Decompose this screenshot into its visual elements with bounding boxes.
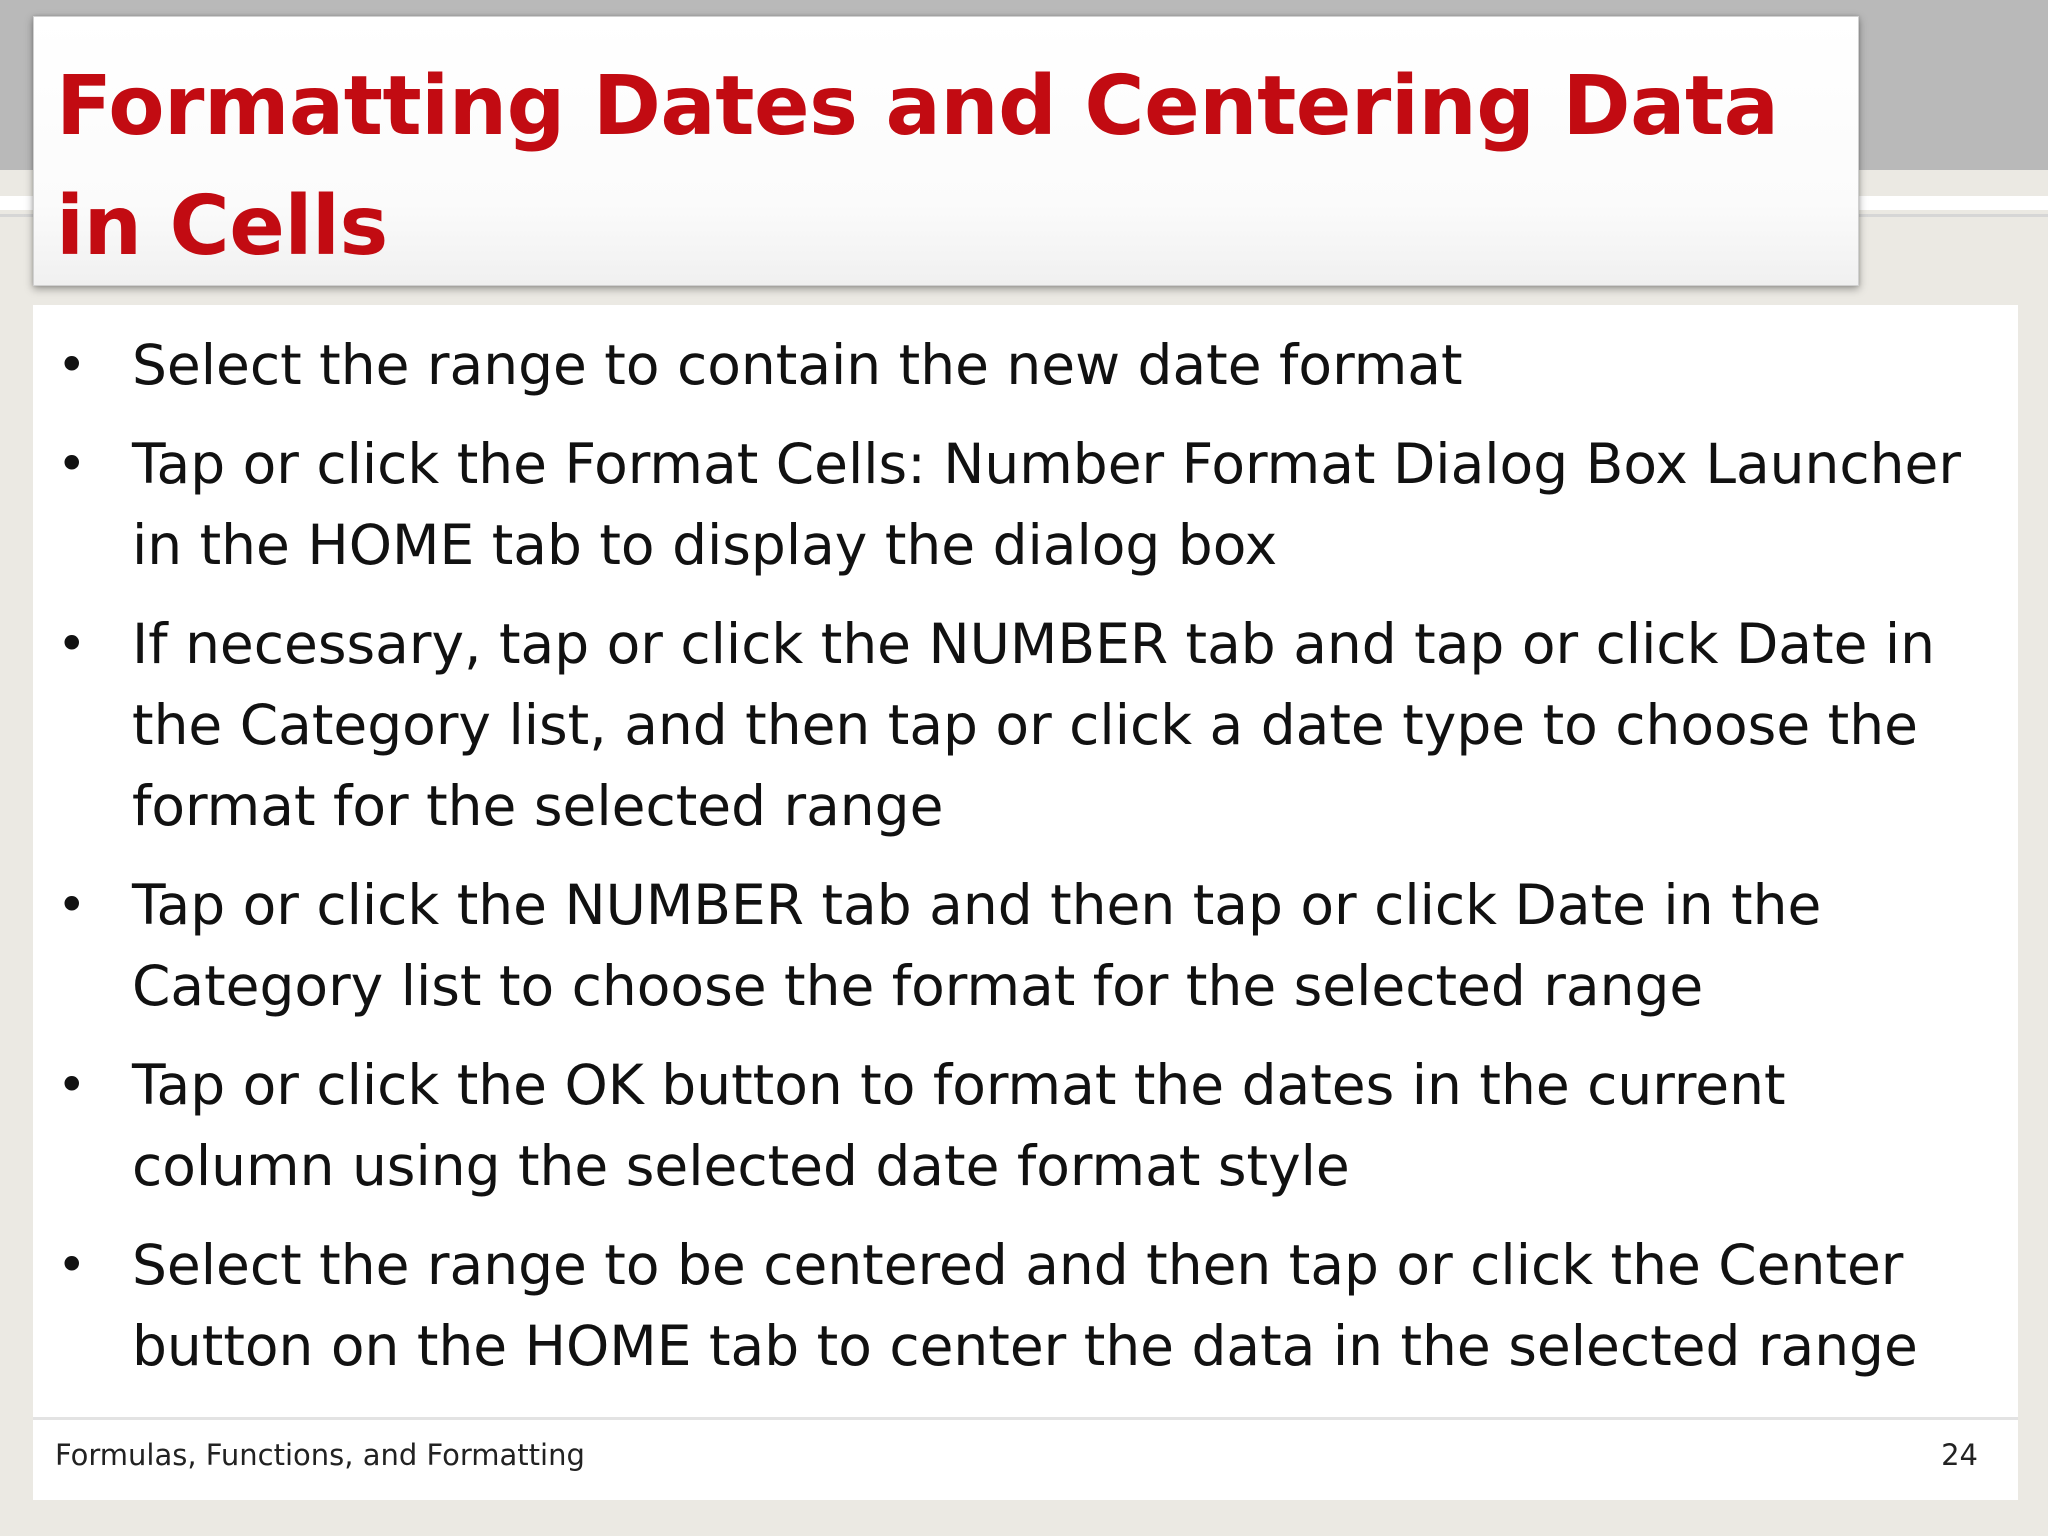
list-item — [33, 865, 1993, 1027]
slide-title: Formatting Dates and Centering Data in Cells — [56, 59, 1779, 274]
list-item — [33, 1045, 1993, 1207]
bullet-icon: • — [57, 615, 87, 673]
bullet-text: If necessary, tap or click the NUMBER tab and tap or click Date in the Category list, and then tap or click a date type to choose the format for the selected range — [132, 612, 1936, 838]
title-box — [33, 16, 1859, 286]
list-item — [33, 424, 1993, 586]
bullet-icon: • — [57, 336, 87, 394]
content-area — [33, 305, 2018, 1417]
bullet-icon: • — [57, 1236, 87, 1294]
footer-title: Formulas, Functions, and Formatting — [55, 1438, 585, 1472]
page-number: 24 — [1941, 1438, 1978, 1472]
bullet-icon: • — [57, 1056, 87, 1114]
bullet-text: Select the range to contain the new date format — [132, 333, 1463, 397]
list-item — [33, 604, 1993, 847]
bullet-icon: • — [57, 435, 87, 493]
bullet-icon: • — [57, 876, 87, 934]
bullet-text: Select the range to be centered and then tap or click the Center button on the HOME tab to center the data in the selected range — [132, 1233, 1918, 1378]
list-item — [33, 325, 1993, 406]
footer — [33, 1420, 2018, 1500]
bullet-list — [33, 325, 1993, 1405]
bullet-text: Tap or click the Format Cells: Number Format Dialog Box Launcher in the HOME tab to display the dialog box — [132, 432, 1961, 577]
list-item — [33, 1225, 1993, 1387]
bullet-text: Tap or click the NUMBER tab and then tap or click Date in the Category list to choose the format for the selected range — [132, 873, 1822, 1018]
bullet-text: Tap or click the OK button to format the dates in the current column using the selected date format style — [132, 1053, 1786, 1198]
